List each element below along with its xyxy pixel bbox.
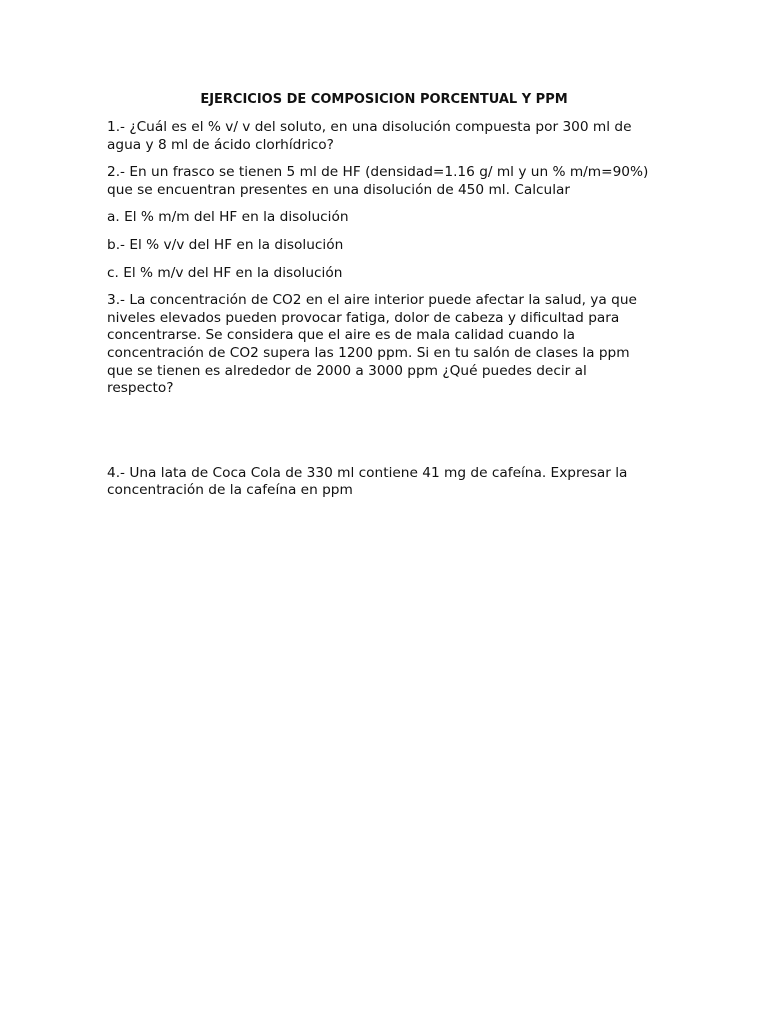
exercise-1	[107, 119, 667, 154]
exercise-3-line: 3.- La concentración de CO2 en el aire interior puede afectar la salud, ya que	[107, 292, 637, 309]
exercise-1-line: agua y 8 ml de ácido clorhídrico?	[107, 136, 334, 153]
exercise-3-line: niveles elevados pueden provocar fatiga, dolor de cabeza y dificultad para	[107, 309, 620, 326]
document-title: EJERCICIOS DE COMPOSICION PORCENTUAL Y PPM	[200, 92, 568, 107]
exercise-2-item-b: b.- El % v/v del HF en la disolución	[107, 236, 344, 253]
exercise-1-line: 1.- ¿Cuál es el % v/ v del soluto, en una disolución compuesta por 300 ml de	[107, 119, 632, 135]
exercise-2-item-a: a. El % m/m del HF en la disolución	[107, 209, 349, 226]
exercise-2-line: que se encuentran presentes en una disolución de 450 ml. Calcular	[107, 181, 571, 198]
blank-space	[107, 408, 667, 465]
exercise-3-line: respecto?	[107, 380, 174, 397]
exercise-3-line: concentración de CO2 supera las 1200 ppm. Si en tu salón de clases la ppm	[107, 344, 630, 361]
exercise-2-item-c: c. El % m/v del HF en la disolución	[107, 264, 343, 281]
exercise-3-line: que se tienen es alrededor de 2000 a 3000 ppm ¿Qué puedes decir al	[107, 362, 587, 379]
exercise-2-line: 2.- En un frasco se tienen 5 ml de HF (densidad=1.16 g/ ml y un % m/m=90%)	[107, 164, 649, 181]
document-page	[107, 91, 667, 510]
exercise-4	[107, 465, 667, 500]
exercise-4-line: concentración de la cafeína en ppm	[107, 482, 353, 499]
exercise-2	[107, 164, 667, 199]
exercise-4-line: 4.- Una lata de Coca Cola de 330 ml contiene 41 mg de cafeína. Expresar la	[107, 464, 628, 481]
exercise-3-line: concentrarse. Se considera que el aire es de mala calidad cuando la	[107, 327, 576, 344]
exercise-3	[107, 292, 667, 398]
